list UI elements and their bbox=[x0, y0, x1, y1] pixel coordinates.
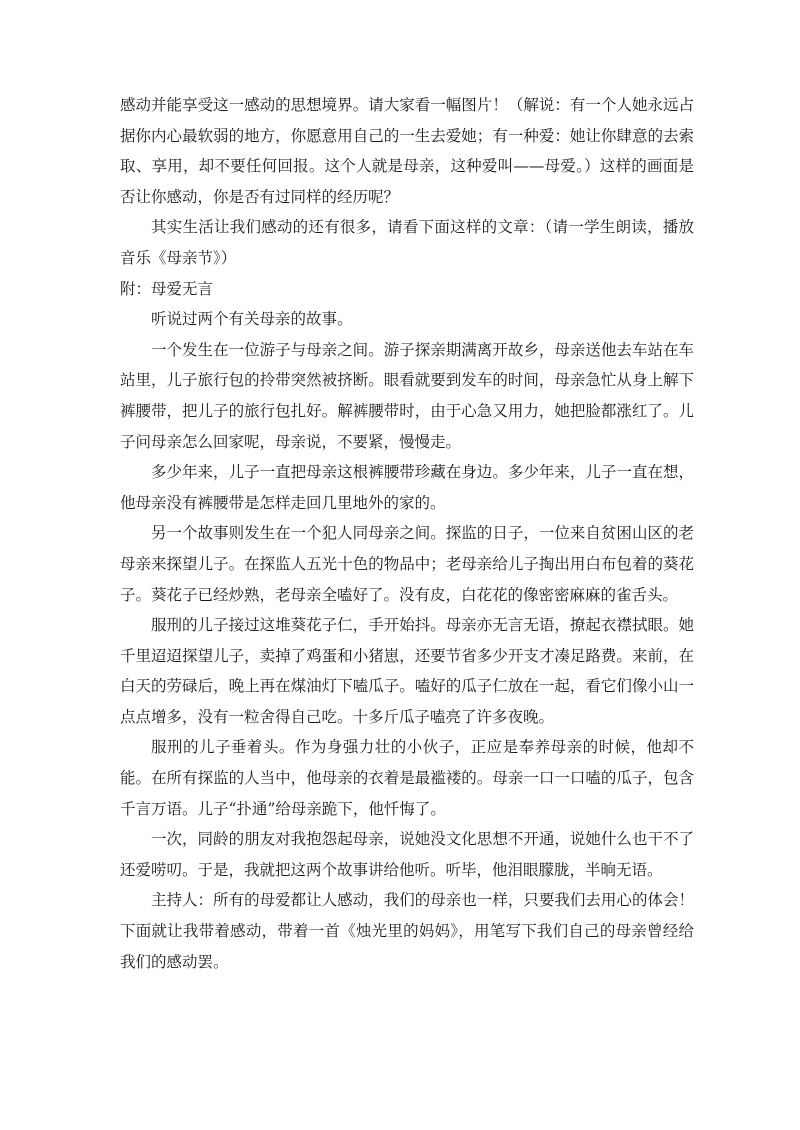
paragraph-story-one-ending: 多少年来，儿子一直把母亲这根裤腰带珍藏在身边。多少年来，儿子一直在想，他母亲没有裤腰带是怎样走回几里地外的家的。 bbox=[120, 463, 694, 512]
paragraph-story-two-son: 服刑的儿子垂着头。作为身强力壮的小伙子，正应是奉养母亲的时候，他却不能。在所有探监的人当中，他母亲的衣着是最褴褛的。母亲一口一口嗑的瓜子，包含千言万语。儿子“扑通”给母亲跪下，他忏悔了。 bbox=[120, 738, 694, 818]
paragraph-story-one: 一个发生在一位游子与母亲之间。游子探亲期满离开故乡，母亲送他去车站在车站里，儿子旅行包的拎带突然被挤断。眼看就要到发车的时间，母亲急忙从身上解下裤腰带，把儿子的旅行包扎好。解裤腰带时，由于心急又用力，她把脸都涨红了。儿子问母亲怎么回家呢，母亲说，不要紧，慢慢走。 bbox=[120, 340, 694, 451]
appendix-title: 附：母爱无言 bbox=[120, 279, 214, 298]
paragraph-story-two-mother: 服刑的儿子接过这堆葵花子仁，手开始抖。母亲亦无言无语，撩起衣襟拭眼。她千里迢迢探望儿子，卖掉了鸡蛋和小猪崽，还要节省多少开支才凑足路费。来前，在白天的劳碌后，晚上再在煤油灯下嗑瓜子。嗑好的瓜子仁放在一起，看它们像小山一点点增多，没有一粒舍得自己吃。十多斤瓜子嗑亮了许多夜晚。 bbox=[120, 616, 694, 726]
paragraph-friend: 一次，同龄的朋友对我抱怨起母亲，说她没文化思想不开通，说她什么也干不了还爱唠叨。于是，我就把这两个故事讲给他听。听毕，他泪眼朦胧，半晌无语。 bbox=[120, 830, 694, 879]
paragraph-intro: 感动并能享受这一感动的思想境界。请大家看一幅图片！（解说：有一个人她永远占据你内心最软弱的地方，你愿意用自己的一生去爱她；有一种爱：她让你肆意的去索取、享用，却不要任何回报。这个人就是母亲，这种爱叫——母爱。）这样的画面是否让你感动，你是否有过同样的经历呢？ bbox=[120, 96, 694, 206]
paragraph-reading-prompt: 其实生活让我们感动的还有很多，请看下面这样的文章：（请一学生朗读，播放音乐《母亲节》） bbox=[120, 218, 694, 267]
paragraph-two-stories: 听说过两个有关母亲的故事。 bbox=[151, 310, 353, 329]
document-page bbox=[120, 90, 694, 977]
paragraph-host: 主持人：所有的母爱都让人感动，我们的母亲也一样，只要我们去用心的体会！下面就让我带着感动，带着一首《烛光里的妈妈》，用笔写下我们自己的母亲曾经给我们的感动罢。 bbox=[120, 891, 694, 971]
paragraph-story-two: 另一个故事则发生在一个犯人同母亲之间。探监的日子，一位来自贫困山区的老母亲来探望儿子。在探监人五光十色的物品中；老母亲给儿子掏出用白布包着的葵花子。葵花子已经炒熟，老母亲全嗑好了。没有皮，白花花的像密密麻麻的雀舌头。 bbox=[120, 524, 694, 604]
